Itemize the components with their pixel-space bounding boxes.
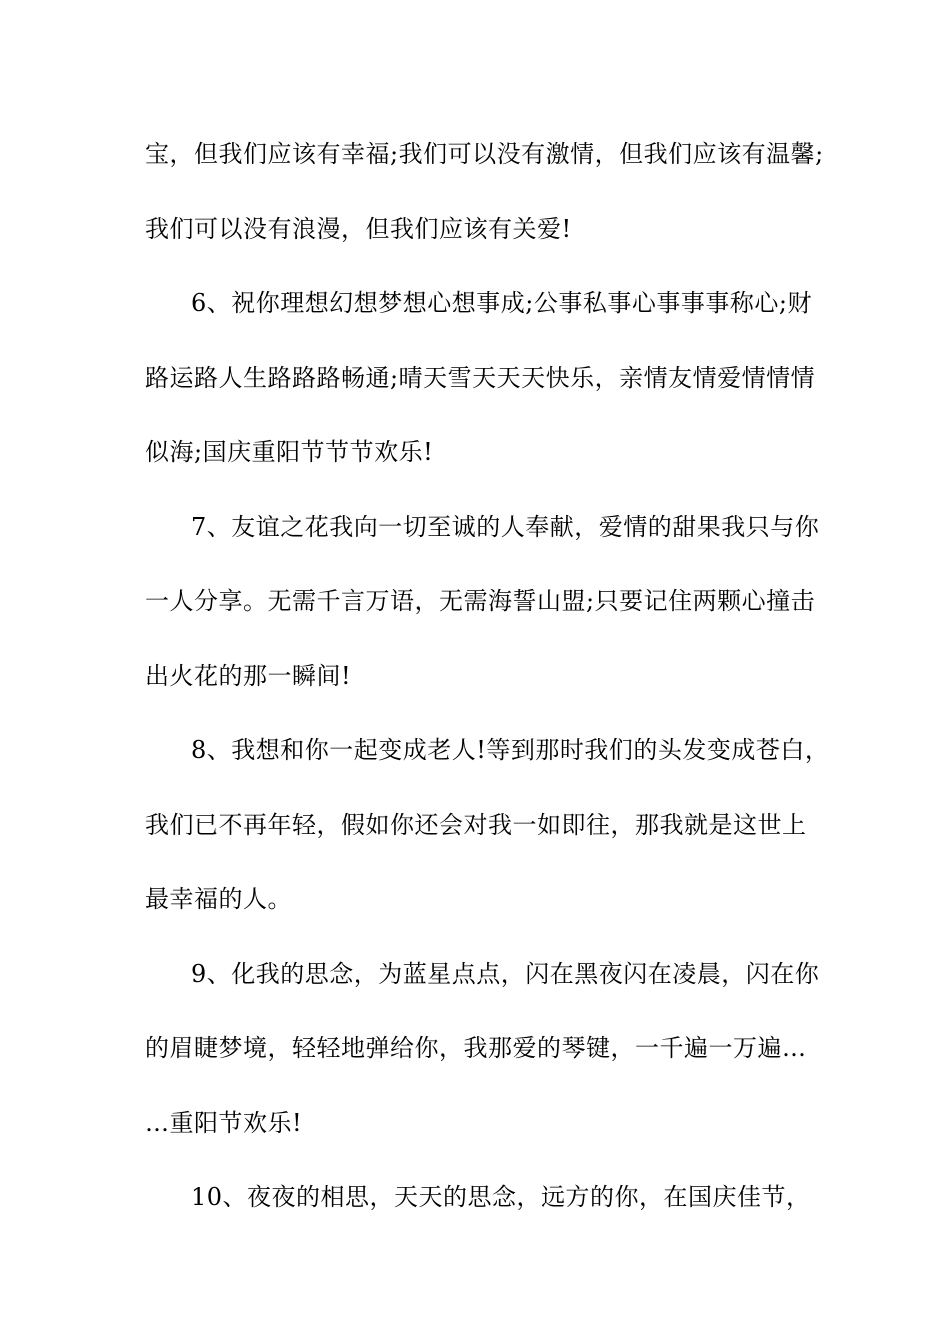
- text-line: 我们可以没有浪漫，但我们应该有关爱!: [145, 214, 572, 243]
- body-text: [145, 124, 830, 1242]
- text-line: 我们已不再年轻，假如你还会对我一如即往，那我就是这世上: [145, 810, 807, 839]
- text-line: 最幸福的人。: [145, 885, 292, 913]
- text-line: 似海;国庆重阳节节节欢乐!: [145, 438, 434, 466]
- text-line: 出火花的那一瞬间!: [145, 661, 352, 690]
- text-line: 的眉睫梦境，轻轻地弹给你，我那爱的琴键，一千遍一万遍…: [145, 1034, 807, 1062]
- text-line: 宝，但我们应该有幸福;我们可以没有激情，但我们应该有温馨;: [145, 140, 824, 168]
- text-line: …重阳节欢乐!: [145, 1108, 303, 1137]
- text-line: 一人分享。无需千言万语，无需海誓山盟;只要记住两颗心撞击: [145, 587, 816, 615]
- text-line: 路运路人生路路路畅通;晴天雪天天天快乐，亲情友情爱情情情: [145, 363, 816, 392]
- text-line: 9、化我的思念，为蓝星点点，闪在黑夜闪在凌晨，闪在你: [191, 959, 820, 988]
- text-line: 6、祝你理想幻想梦想心想事成;公事私事心事事事称心;财: [191, 289, 812, 317]
- text-line: 7、友谊之花我向一切至诚的人奉献，爱情的甜果我只与你: [191, 512, 820, 541]
- text-line: 8、我想和你一起变成老人!等到那时我们的头发变成苍白，: [191, 736, 830, 764]
- text-line: 10、夜夜的相思，天天的思念，远方的你，在国庆佳节，: [191, 1183, 811, 1211]
